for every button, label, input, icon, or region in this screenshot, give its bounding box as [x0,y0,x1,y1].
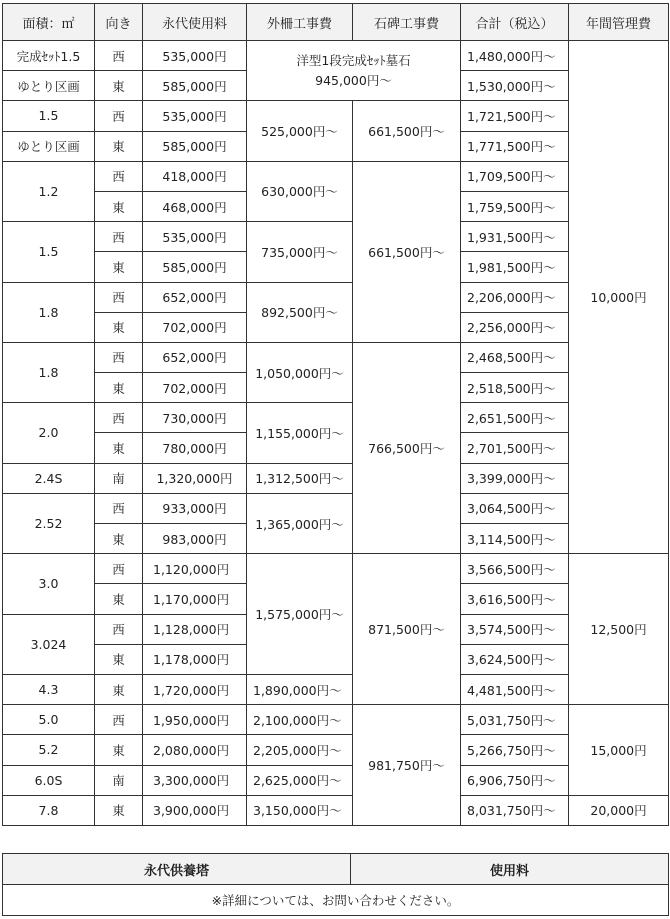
perpetual-fee-cell: 3,900,000円 [143,795,247,825]
area-cell: 7.8 [3,795,95,825]
fence-cost-cell: 2,205,000円～ [247,735,353,765]
perpetual-fee-cell: 933,000円 [143,493,247,523]
area-cell: 完成ｾｯﾄ1.5 [3,41,95,71]
perpetual-fee-cell: 652,000円 [143,282,247,312]
direction-cell: 東 [95,524,143,554]
direction-cell: 東 [95,131,143,161]
memorial-note-row [3,885,669,916]
perpetual-fee-cell: 535,000円 [143,222,247,252]
header-area: 面積：㎡ [3,4,95,41]
grave-price-table [2,3,669,826]
stone-cost-cell: 661,500円～ [353,161,461,342]
perpetual-fee-cell: 1,170,000円 [143,584,247,614]
table-row [3,41,669,71]
table-row [3,554,669,584]
direction-cell: 東 [95,674,143,704]
total-cell: 3,616,500円～ [461,584,569,614]
perpetual-fee-cell: 585,000円 [143,252,247,282]
perpetual-fee-cell: 585,000円 [143,131,247,161]
direction-cell: 西 [95,282,143,312]
total-cell: 3,574,500円～ [461,614,569,644]
perpetual-fee-cell: 730,000円 [143,403,247,433]
total-cell: 1,709,500円～ [461,161,569,191]
fence-cost-cell: 1,365,000円～ [247,493,353,553]
perpetual-fee-cell: 1,120,000円 [143,554,247,584]
total-cell: 2,468,500円～ [461,342,569,372]
complete-set-price: 945,000円～ [315,72,392,88]
fence-cost-cell: 3,150,000円～ [247,795,353,825]
total-cell: 2,256,000円～ [461,312,569,342]
direction-cell: 東 [95,191,143,221]
direction-cell: 東 [95,71,143,101]
total-cell: 1,530,000円～ [461,71,569,101]
fence-cost-cell: 892,500円～ [247,282,353,342]
fence-cost-cell: 1,890,000円～ [247,674,353,704]
perpetual-fee-cell: 1,128,000円 [143,614,247,644]
area-cell: 1.2 [3,161,95,221]
complete-set-cell [247,41,461,101]
direction-cell: 東 [95,312,143,342]
direction-cell: 西 [95,161,143,191]
direction-cell: 東 [95,252,143,282]
direction-cell: 東 [95,584,143,614]
fence-cost-cell: 735,000円～ [247,222,353,282]
area-cell: 1.8 [3,282,95,342]
perpetual-fee-cell: 702,000円 [143,373,247,403]
area-cell: 2.0 [3,403,95,463]
direction-cell: 西 [95,493,143,523]
header-stone-cost: 石碑工事費 [353,4,461,41]
perpetual-fee-cell: 1,950,000円 [143,705,247,735]
perpetual-fee-cell: 702,000円 [143,312,247,342]
direction-cell: 西 [95,41,143,71]
total-cell: 2,651,500円～ [461,403,569,433]
perpetual-fee-cell: 2,080,000円 [143,735,247,765]
fence-cost-cell: 1,050,000円～ [247,342,353,402]
header-usage-fee: 使用料 [351,854,669,885]
total-cell: 1,480,000円～ [461,41,569,71]
annual-mgmt-cell: 15,000円 [569,705,669,796]
total-cell: 8,031,750円～ [461,795,569,825]
direction-cell: 東 [95,433,143,463]
total-cell: 5,031,750円～ [461,705,569,735]
fence-cost-cell: 525,000円～ [247,101,353,161]
header-perpetual-fee: 永代使用料 [143,4,247,41]
direction-cell: 西 [95,342,143,372]
header-fence-cost: 外柵工事費 [247,4,353,41]
perpetual-fee-cell: 468,000円 [143,191,247,221]
direction-cell: 南 [95,463,143,493]
perpetual-fee-cell: 535,000円 [143,101,247,131]
memorial-header-row [3,854,669,885]
perpetual-fee-cell: 1,720,000円 [143,674,247,704]
direction-cell: 西 [95,554,143,584]
total-cell: 3,114,500円～ [461,524,569,554]
area-cell: 1.5 [3,222,95,282]
header-memorial-tower: 永代供養塔 [3,854,351,885]
total-cell: 2,206,000円～ [461,282,569,312]
perpetual-fee-cell: 652,000円 [143,342,247,372]
area-cell: 3.024 [3,614,95,674]
header-annual-mgmt: 年間管理費 [569,4,669,41]
header-total: 合計（税込） [461,4,569,41]
area-cell: 4.3 [3,674,95,704]
area-cell: 1.8 [3,342,95,402]
direction-cell: 西 [95,222,143,252]
area-cell: 6.0S [3,765,95,795]
annual-mgmt-cell: 12,500円 [569,554,669,705]
perpetual-fee-cell: 535,000円 [143,41,247,71]
perpetual-fee-cell: 780,000円 [143,433,247,463]
fence-cost-cell: 1,155,000円～ [247,403,353,463]
stone-cost-cell: 871,500円～ [353,554,461,705]
perpetual-fee-cell: 3,300,000円 [143,765,247,795]
area-cell: 2.52 [3,493,95,553]
area-cell: ゆとり区画 [3,71,95,101]
table-header-row [3,4,669,41]
area-cell: 5.2 [3,735,95,765]
total-cell: 3,566,500円～ [461,554,569,584]
complete-set-label: 洋型1段完成ｾｯﾄ墓石 [296,52,411,68]
fence-cost-cell: 1,575,000円～ [247,554,353,675]
total-cell: 3,064,500円～ [461,493,569,523]
direction-cell: 東 [95,795,143,825]
table-row [3,795,669,825]
perpetual-fee-cell: 418,000円 [143,161,247,191]
total-cell: 5,266,750円～ [461,735,569,765]
perpetual-fee-cell: 1,178,000円 [143,644,247,674]
total-cell: 4,481,500円～ [461,674,569,704]
perpetual-fee-cell: 983,000円 [143,524,247,554]
stone-cost-cell: 661,500円～ [353,101,461,161]
total-cell: 2,701,500円～ [461,433,569,463]
memorial-tower-table [2,853,669,916]
total-cell: 1,721,500円～ [461,101,569,131]
fence-cost-cell: 2,100,000円～ [247,705,353,735]
contact-note: ※詳細については、お問い合わせください。 [3,885,669,916]
direction-cell: 西 [95,705,143,735]
total-cell: 1,759,500円～ [461,191,569,221]
area-cell: 5.0 [3,705,95,735]
total-cell: 1,771,500円～ [461,131,569,161]
total-cell: 1,931,500円～ [461,222,569,252]
header-direction: 向き [95,4,143,41]
total-cell: 2,518,500円～ [461,373,569,403]
direction-cell: 東 [95,735,143,765]
direction-cell: 西 [95,101,143,131]
fence-cost-cell: 630,000円～ [247,161,353,221]
direction-cell: 東 [95,644,143,674]
stone-cost-cell: 766,500円～ [353,342,461,553]
table-row [3,705,669,735]
area-cell: 3.0 [3,554,95,614]
total-cell: 1,981,500円～ [461,252,569,282]
annual-mgmt-cell: 20,000円 [569,795,669,825]
direction-cell: 東 [95,373,143,403]
direction-cell: 西 [95,403,143,433]
fence-cost-cell: 1,312,500円～ [247,463,353,493]
direction-cell: 南 [95,765,143,795]
area-cell: 1.5 [3,101,95,131]
total-cell: 6,906,750円～ [461,765,569,795]
fence-cost-cell: 2,625,000円～ [247,765,353,795]
perpetual-fee-cell: 1,320,000円 [143,463,247,493]
area-cell: 2.4S [3,463,95,493]
stone-cost-cell: 981,750円～ [353,705,461,826]
direction-cell: 西 [95,614,143,644]
perpetual-fee-cell: 585,000円 [143,71,247,101]
total-cell: 3,624,500円～ [461,644,569,674]
annual-mgmt-cell: 10,000円 [569,41,669,554]
area-cell: ゆとり区画 [3,131,95,161]
total-cell: 3,399,000円～ [461,463,569,493]
